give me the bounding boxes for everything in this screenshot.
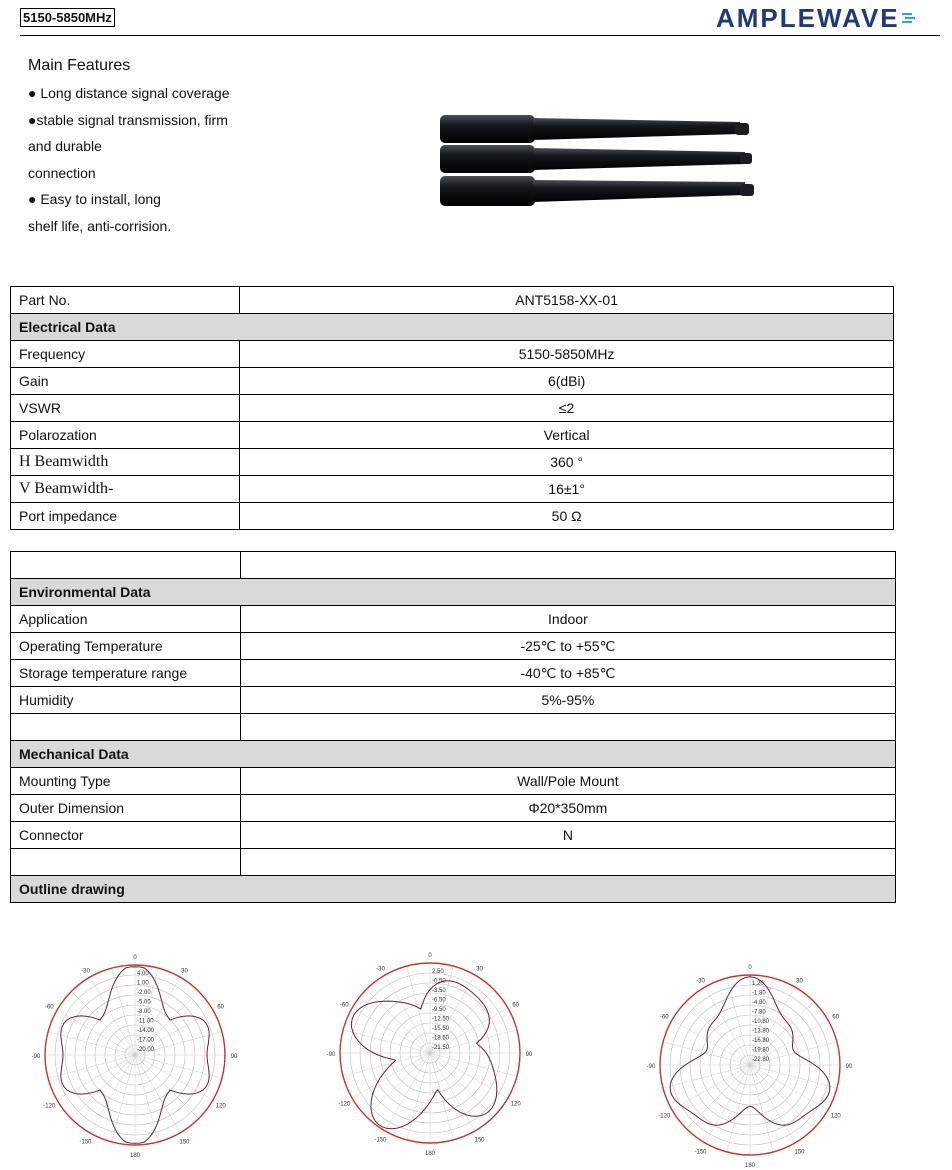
outline-section-title: Outline drawing [11, 876, 896, 903]
row-value: 16±1° [240, 476, 894, 503]
row-label: Application [11, 606, 241, 633]
feature-line: ●stable signal transmission, firm [28, 111, 228, 128]
angle-label: 180 [424, 1151, 436, 1157]
electrical-section-title: Electrical Data [11, 314, 894, 341]
radiation-pattern-1 [25, 950, 255, 1160]
grid-spoke [343, 1030, 430, 1053]
grid-spoke [430, 1053, 517, 1076]
angle-label: 150 [179, 1139, 190, 1146]
angle-label: -30 [376, 966, 385, 973]
angle-label: 0 [748, 965, 752, 971]
ring-label: -10.80 [752, 1019, 770, 1025]
angle-label: 0 [133, 955, 137, 961]
angle-label: 180 [744, 1163, 756, 1169]
angle-label: 120 [215, 1103, 226, 1110]
row-value: N [240, 822, 895, 849]
angle-label: -150 [374, 1137, 387, 1144]
svg-text:AMPLEWAVE: AMPLEWAVE [716, 3, 900, 32]
angle-label: 60 [217, 1004, 225, 1011]
radiation-pattern-3 [640, 960, 870, 1170]
table-row [11, 633, 896, 660]
table-row [11, 687, 896, 714]
ring-label: -1.80 [752, 990, 766, 997]
grid-spoke [135, 1055, 199, 1119]
row-label: H Beamwidth [11, 449, 240, 476]
model-frequency-box: 5150-5850MHz [20, 8, 115, 27]
grid-spoke [663, 1065, 750, 1088]
ring-label: -11.00 [137, 1018, 154, 1025]
angle-label: -150 [79, 1139, 92, 1146]
angle-label: -60 [44, 1004, 54, 1011]
row-label: VSWR [11, 395, 240, 422]
angle-label: 120 [830, 1113, 841, 1120]
table-row [11, 287, 894, 314]
table-row [11, 341, 894, 368]
feature-line: shelf life, anti-corrision. [28, 217, 172, 234]
row-label: Operating Temperature [11, 633, 241, 660]
row-label: V Beamwidth- [11, 476, 240, 503]
row-value: 50 Ω [240, 503, 894, 530]
angle-label: -60 [659, 1014, 669, 1021]
table-row [11, 822, 896, 849]
environmental-section-title: Environmental Data [11, 579, 896, 606]
empty-cell [240, 714, 895, 741]
radiation-pattern-2 [320, 948, 550, 1158]
row-label: Polarozation [11, 422, 240, 449]
row-label: Gain [11, 368, 240, 395]
grid-spoke [366, 989, 430, 1053]
row-value: -25℃ to +55℃ [240, 633, 895, 660]
angle-label: 150 [474, 1137, 485, 1144]
ring-label: -0.50 [432, 978, 446, 985]
row-label: Connector [11, 822, 241, 849]
grid-spoke [71, 991, 135, 1055]
grid-spoke [343, 1053, 430, 1076]
table-row [11, 768, 896, 795]
row-value: -40℃ to +85℃ [240, 660, 895, 687]
table-row [11, 449, 894, 476]
row-value: Wall/Pole Mount [240, 768, 895, 795]
environmental-mechanical-table [10, 551, 896, 903]
table-row [11, 660, 896, 687]
angle-label: 30 [181, 968, 188, 975]
row-label: Frequency [11, 341, 240, 368]
ring-label: 1.00 [137, 980, 149, 987]
angle-label: 120 [510, 1101, 521, 1108]
angle-label: 60 [832, 1014, 840, 1021]
row-value: Φ20*350mm [240, 795, 895, 822]
angle-label: -90 [31, 1054, 41, 1060]
section-header [11, 314, 894, 341]
ring-label: -7.80 [752, 1009, 766, 1016]
table-row [11, 503, 894, 530]
table-row [11, 476, 894, 503]
angle-label: -30 [696, 978, 705, 985]
part-no-value: ANT5158-XX-01 [240, 287, 894, 314]
angle-label: -120 [338, 1101, 351, 1108]
table-row [11, 552, 896, 579]
empty-cell [11, 714, 241, 741]
grid-spoke [71, 1055, 135, 1119]
grid-spoke [750, 1065, 814, 1129]
section-header [11, 579, 896, 606]
row-label: Humidity [11, 687, 241, 714]
features-list [28, 80, 268, 240]
row-value: Vertical [240, 422, 894, 449]
angle-label: 0 [428, 953, 432, 959]
row-value: ≤2 [240, 395, 894, 422]
ring-label: -3.50 [432, 988, 446, 994]
angle-label: 90 [845, 1064, 853, 1070]
empty-cell [11, 552, 241, 579]
amplewave-logo [716, 2, 926, 32]
ring-label: -17.00 [137, 1037, 155, 1044]
table-row [11, 849, 896, 876]
row-value: 5%-95% [240, 687, 895, 714]
part-no-label: Part No. [11, 287, 240, 314]
ring-label: -13.80 [752, 1028, 770, 1035]
row-value: 5150-5850MHz [240, 341, 894, 368]
angle-label: 30 [796, 978, 803, 985]
electrical-spec-table [10, 286, 894, 530]
feature-line: ● Easy to install, long [28, 191, 161, 208]
ring-label: -6.50 [432, 997, 446, 1004]
row-label: Mounting Type [11, 768, 241, 795]
ring-label: -4.80 [752, 1000, 766, 1006]
ring-label: -5.00 [137, 999, 151, 1006]
grid-spoke [430, 1053, 494, 1117]
ring-label: -20.00 [137, 1047, 155, 1053]
grid-spoke [407, 966, 430, 1053]
feature-line: ● Long distance signal coverage [28, 85, 230, 101]
ring-label: 4.00 [137, 971, 149, 977]
empty-cell [240, 552, 895, 579]
grid-spoke [407, 1053, 430, 1140]
grid-spoke [750, 1065, 837, 1088]
section-header [11, 741, 896, 768]
table-row [11, 714, 896, 741]
angle-label: -90 [326, 1052, 336, 1058]
ring-label: -14.00 [137, 1028, 155, 1034]
angle-label: 90 [230, 1054, 238, 1060]
ring-label: -22.80 [752, 1057, 770, 1063]
angle-label: -150 [694, 1149, 707, 1156]
angle-label: 60 [512, 1002, 520, 1009]
angle-label: 30 [476, 966, 483, 973]
ring-label: -12.50 [432, 1016, 450, 1023]
ring-label: -2.00 [137, 990, 151, 996]
table-row [11, 606, 896, 633]
table-row [11, 395, 894, 422]
row-value: Indoor [240, 606, 895, 633]
table-row [11, 422, 894, 449]
angle-label: -90 [646, 1064, 656, 1070]
header-divider [20, 35, 940, 36]
feature-line: and durable [28, 138, 102, 155]
row-label: Storage temperature range [11, 660, 241, 687]
mechanical-section-title: Mechanical Data [11, 741, 896, 768]
row-label: Outer Dimension [11, 795, 241, 822]
grid-spoke [727, 1065, 750, 1152]
section-header [11, 876, 896, 903]
grid-spoke [750, 1065, 773, 1152]
row-label: Port impedance [11, 503, 240, 530]
row-value: 360 ° [240, 449, 894, 476]
angle-label: -120 [658, 1113, 671, 1120]
ring-label: 1.20 [752, 981, 764, 987]
features-title: Main Features [28, 57, 131, 74]
angle-label: -30 [81, 968, 90, 975]
angle-label: 180 [129, 1153, 141, 1159]
grid-spoke [686, 1065, 750, 1129]
angle-label: 90 [525, 1052, 533, 1058]
ring-label: -16.80 [752, 1038, 770, 1044]
table-row [11, 795, 896, 822]
grid-spoke [686, 1001, 750, 1065]
ring-label: -15.50 [432, 1026, 450, 1032]
empty-cell [240, 849, 895, 876]
table-row [11, 368, 894, 395]
feature-line: connection [28, 164, 96, 181]
ring-label: -21.50 [432, 1045, 450, 1051]
angle-label: 150 [794, 1149, 805, 1156]
row-value: 6(dBi) [240, 368, 894, 395]
grid-spoke [663, 1042, 750, 1065]
angle-label: -60 [339, 1002, 349, 1009]
antenna-product-image [435, 100, 765, 220]
empty-cell [11, 849, 241, 876]
ring-label: -9.50 [432, 1007, 446, 1013]
angle-label: -120 [43, 1103, 56, 1110]
ring-label: -18.50 [432, 1035, 450, 1042]
ring-label: -8.00 [137, 1009, 151, 1015]
ring-label: -19.80 [752, 1047, 770, 1054]
ring-label: 2.50 [432, 969, 444, 975]
